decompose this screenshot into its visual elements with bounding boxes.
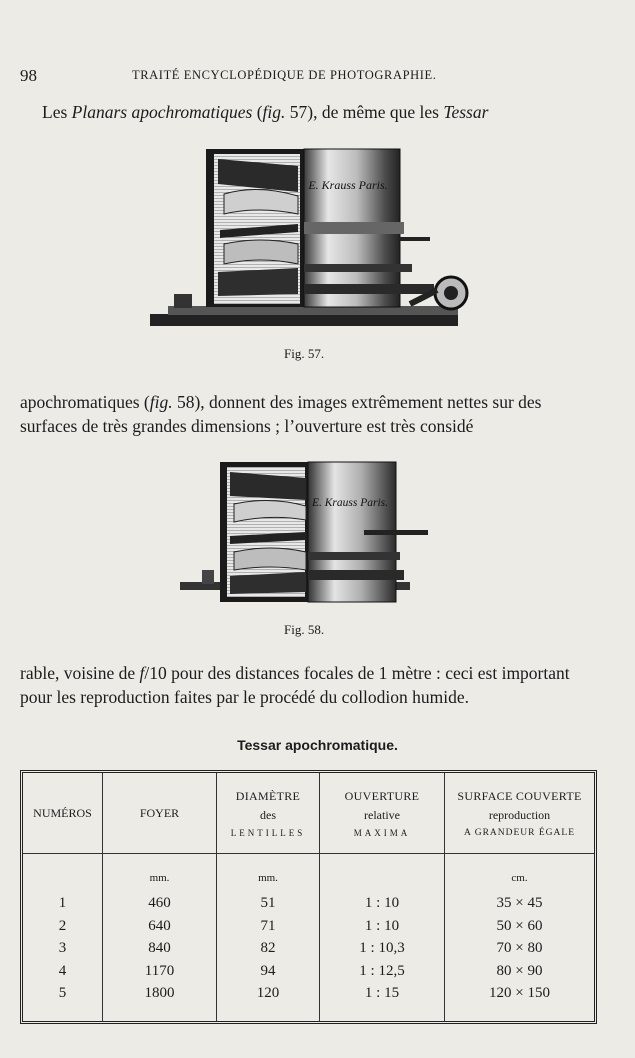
italic-run: fig. <box>262 102 286 122</box>
table-cell: 1170 <box>144 962 175 979</box>
header-ouverture-line2: relative <box>364 807 400 822</box>
table-cell: 80 × 90 <box>496 962 543 979</box>
header-rule <box>23 853 594 854</box>
table-cell: 71 <box>260 917 276 934</box>
table-cell: 1 : 10,3 <box>359 940 405 956</box>
figure-caption-58: Fig. 58. <box>284 622 325 637</box>
table-cell: 82 <box>260 940 276 956</box>
table-cell: 640 <box>148 917 171 934</box>
header-diametre-line2: des <box>260 807 276 822</box>
header-ouverture <box>320 773 444 853</box>
table-cell: 35 × 45 <box>496 895 543 911</box>
column-foyer <box>103 869 216 1005</box>
table-cell: 4 <box>58 962 67 979</box>
table-cell: 3 <box>58 940 67 956</box>
lens-illustration-fig57 <box>148 144 473 334</box>
table-cell: 70 × 80 <box>496 940 543 956</box>
italic-run: fig. <box>149 392 173 412</box>
column-numeros <box>23 869 102 1005</box>
column-ouverture <box>320 869 444 1005</box>
table-cell: 51 <box>260 895 276 911</box>
table-cell: 120 × 150 <box>489 985 550 1001</box>
running-title: TRAITÉ ENCYCLOPÉDIQUE DE PHOTOGRAPHIE. <box>132 68 437 82</box>
header-surface-line3: A GRANDEUR ÉGALE <box>464 827 575 838</box>
header-diametre-line1: DIAMÈTRE <box>235 788 301 803</box>
table-cell: 1 : 12,5 <box>359 962 405 979</box>
table-cell: 2 <box>58 917 67 934</box>
column-diametre <box>217 869 319 1005</box>
engraving-text-58: E. Krauss Paris. <box>311 497 389 509</box>
header-ouverture-line3: MAXIMA <box>353 827 411 838</box>
column-surface <box>445 869 594 1005</box>
unit-surface: cm. <box>511 872 528 884</box>
header-ouverture-line1: OUVERTURE <box>344 788 420 803</box>
table-cell: 50 × 60 <box>496 917 543 934</box>
figure-caption-57: Fig. 57. <box>284 346 325 361</box>
header-surface-line1: SURFACE COUVERTE <box>457 788 582 803</box>
italic-run: Tessar <box>443 102 489 122</box>
paragraph-intro: Les Planars apochromatiques (fig. 57), de même que les Tessar <box>42 102 489 122</box>
table-cell: 1 : 15 <box>364 985 400 1001</box>
page-number: 98 <box>20 66 37 85</box>
page-header <box>20 66 620 88</box>
engraving-text-57: E. Krauss Paris. <box>308 178 388 192</box>
table-cell: 94 <box>260 962 276 979</box>
header-diametre-line3: LENTILLES <box>230 827 306 838</box>
lens-spec-table <box>20 770 597 1024</box>
table-cell: 5 <box>58 985 67 1001</box>
unit-foyer: mm. <box>149 872 170 884</box>
table-cell: 120 <box>256 985 280 1001</box>
header-surface <box>445 773 594 853</box>
header-diametre <box>217 773 319 853</box>
table-cell: 1800 <box>144 985 175 1001</box>
paragraph-middle: apochromatiques (fig. 58), donnent des images extrêmement nettes sur des surfaces de très grandes dimensions ; l’ouverture est très considé <box>20 392 542 436</box>
lens-illustration-fig58 <box>178 458 434 606</box>
paragraph-end: rable, voisine de f/10 pour des distances focales de 1 mètre : ceci est important pour les reproduction faites par le procédé du collodion humide. <box>20 663 570 707</box>
table-cell: 460 <box>148 895 171 911</box>
italic-run: Planars apochromatiques <box>71 102 253 122</box>
italic-run: f <box>139 663 145 683</box>
table-cell: 840 <box>148 940 171 956</box>
header-foyer: FOYER <box>139 805 180 820</box>
table-title: Tessar apochromatique. <box>237 737 398 753</box>
header-surface-line2: reproduction <box>488 807 551 822</box>
header-numeros: NUMÉROS <box>33 805 92 820</box>
table-cell: 1 <box>58 895 67 911</box>
table-cell: 1 : 10 <box>364 917 400 934</box>
table-cell: 1 : 10 <box>364 895 400 911</box>
unit-diametre: mm. <box>258 872 278 884</box>
